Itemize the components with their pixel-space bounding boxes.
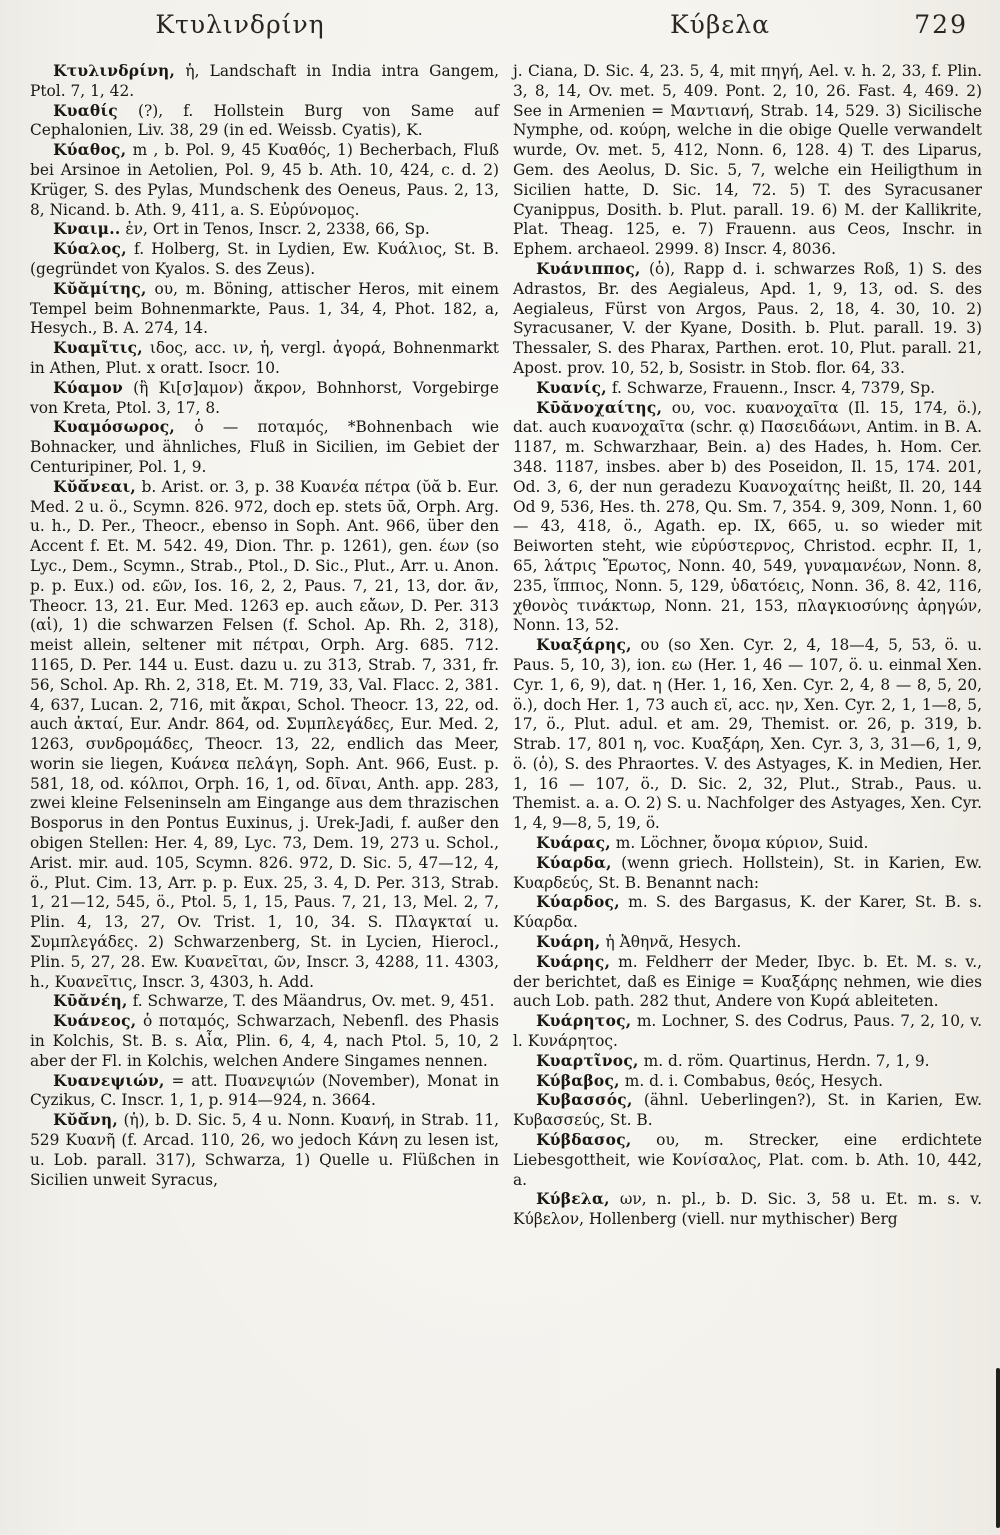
entry-headword: Κυαρτῖνος, [536,1051,639,1070]
dictionary-entry [30,280,499,339]
entry-headword: Κύαλος, [53,240,127,259]
dictionary-entry [513,893,982,933]
entry-headword: Κυάνεος, [53,1012,137,1031]
entry-body: j. Ciana, D. Sic. 4, 23. 5, 4, mit πηγή, Ael. v. h. 2, 33, f. Plin. 3, 8, 14, Ov. met. 5, 409. Pont. 2, 10, 26. Fast. 4, 469. 2) See in Armenien = Μαντιανή, Strab. 14, 529. 3) Sicilische Nymphe, od. κούρη, welche in die obige Quelle verwandelt wurde, Ov. met. 5, 412, Nonn. 6, 128. 4) T. des Liparus, Gem. des Aeolus, D. Sic. 5, 7, welche ein Heiligthum in Sicilien hatte, D. Sic. 14, 72. 5) T. des Syracusaner Cyanippus, Dosith. b. Plut. parall. 19. 6) M. der Kallikrite, Plat. Theag. 125, e. 7) Frauenn. aus Ceos, Inschr. in Ephem. archaeol. 2999. 8) Inscr. 4, 8036. [513,62,982,259]
dictionary-entry [513,1091,982,1131]
entry-headword: Κυάνιππος, [536,259,641,278]
entry-headword: Κυαμῖτις, [53,339,143,358]
entry-headword: Κύαρδα, [536,853,612,872]
dictionary-entry [30,418,499,477]
dictionary-entry [513,1012,982,1052]
entry-body: f. Schwarze, T. des Mäandrus, Ov. met. 9, 451. [127,992,495,1011]
left-column [30,62,499,1230]
entry-body: (ähnl. Ueberlingen?), St. in Karien, Ew. Κυβασσεύς, St. B. [513,1091,982,1130]
entry-body: b. Arist. or. 3, p. 38 Κυανέα πέτρα (ῠᾰ b. Eur. Med. 2 u. ö., Scymn. 826. 972, doch ep. stets ῡᾰ, Orph. Arg. u. h., D. Per., Theocr., ebenso in Soph. Ant. 966, über den Accent f. Et. M. 542. 49, Dion. Thr. p. 1261), gen. έων (so Lyc., Dem., Scymn., Strab., Ptol., D. Sic., Plut., Arr. u. Anon. p. p. Eux.) od. εῶν, Ios. 16, 2, 2, Paus. 7, 21, 13, dor. ᾶν, Theocr. 13, 21. Eur. Med. 1263 ep. auch εἄων, D. Per. 313 (αἱ), 1) die schwarzen Felsen (f. Schol. Ap. Rh. 2, 318), meist allein, seltener mit πέτραι, Orph. Arg. 685. 712. 1165, D. Per. 144 u. Eust. dazu u. zu 313, Strab. 7, 331, fr. 56, Schol. Ap. Rh. 2, 318, Et. M. 719, 33, Val. Flacc. 2, 381. 4, 637, Lucan. 2, 716, mit ἄκραι, Schol. Theocr. 13, 22, od. auch ἀκταί, Eur. Andr. 864, od. Συμπλεγάδες, Eur. Med. 2, 1263, συνδρομάδες, Theocr. 13, 22, endlich das Meer, worin sie liegen, Κυάνεα πελάγη, Soph. Ant. 966, Eust. p. 581, 18, od. κόλποι, Orph. 16, 1, od. δῖναι, Anth. app. 283, zwei kleine Felseninseln am Eingange aus dem thrazischen Bosporus in den Pontus Euxinus, j. Urek-Jadi, f. außer den obigen Stellen: Her. 4, 89, Lyc. 73, Dem. 19, 273 u. Schol., Arist. mir. aud. 105, Scymn. 826. 972, D. Sic. 5, 47—12, 4, ö., Plut. Cim. 13, Arr. p. p. Eux. 25, 3. 4, D. Per. 313, Strab. 1, 21—12, 545, ö., Ptol. 5, 1, 15, Paus. 7, 21, 13, Mel. 2, 7, Plin. 4, 13, 27, Ov. Trist. 1, 10, 34. S. Πλαγκταί u. Συμπλεγάδες. 2) Schwarzenberg, St. in Lycien, Hierocl., Plin. 5, 27, 28. Ew. Κυανεῖται, ῶν, Inscr. 3, 4288, 11. 4303, h., Κυανεῖτις, Inscr. 3, 4303, h. Add. [30,477,499,991]
dictionary-entry [30,379,499,419]
entry-body: f. Holberg, St. in Lydien, Ew. Κυάλιος, St. B. (gegründet von Kyalos. S. des Zeus). [30,240,499,278]
entry-headword: Κύβδασος, [536,1131,632,1150]
entry-body: (ἢ Κι[σ]αμον) ἄκρον, Bohnhorst, Vorgebirge von Kreta, Ptol. 3, 17, 8. [30,378,499,417]
entry-body: (?), f. Hollstein Burg von Same auf Cephalonien, Liv. 38, 29 (in ed. Weissb. Cyatis), K. [30,101,499,140]
entry-body: ων, n. pl., b. D. Sic. 3, 58 u. Et. m. s. v. Κύβελον, Hollenberg (viell. nur mythischer) Berg [513,1190,982,1229]
dictionary-entry [513,933,982,953]
dictionary-entry [513,953,982,1012]
dictionary-entry [513,379,982,399]
running-title-left: Κτυλινδρίνη [155,10,325,39]
entry-headword: Κύαρδος, [536,893,620,912]
dictionary-entry [30,992,499,1012]
entry-body: ὁ ποταμός, Schwarzach, Nebenfl. des Phasis in Kolchis, St. B. s. Αἶα, Plin. 6, 4, 4, nach Ptol. 5, 10, 2 aber der Fl. in Kolchis, welchen Andere Singames nennen. [30,1012,499,1070]
scan-edge-artifact [996,1368,1000,1528]
entry-headword: Κυάρητος, [536,1012,632,1031]
entry-body: ὁ — ποταμός, *Bohnenbach wie Bohnacker, und ähnliches, Fluß in Sicilien, im Gebiet der Centuripiner, Pol. 1, 9. [30,418,499,476]
entry-headword: Κναιμ.. [53,220,121,239]
entry-headword: Κυβασσός, [536,1091,633,1110]
dictionary-entry [513,834,982,854]
entry-body: ου (so Xen. Cyr. 2, 4, 18—4, 5, 53, ö. u. Paus. 5, 10, 3), ion. εω (Her. 1, 46 — 107, ö. u. einmal Xen. Cyr. 1, 6, 9), dat. η (Her. 1, 16, Xen. Cyr. 2, 4, 8 — 8, 5, 20, ö.), doch Her. 1, 73 auch εϊ, acc. ην, Xen. Cyr. 2, 1, 1—8, 5, 17, ö., Plut. adul. et am. 29, Themist. or. 26, p. 319, b. Strab. 17, 801 η, voc. Κυαξάρη, Xen. Cyr. 3, 3, 31—6, 1, 9, ö. (ὁ), S. des Phraortes. V. des Astyages, K. in Medien, Her. 1, 16 — 107, ö., D. Sic. 2, 32, Plut., Strab., Paus. u. Themist. a. a. O. 2) S. u. Nachfolger des Astyages, Xen. Cyr. 1, 4, 9—8, 5, 19, ö. [513,636,982,833]
entry-headword: Κυάρη, [536,933,601,952]
entry-body: m. Feldherr der Meder, Ibyc. b. Et. M. s. v., der berichtet, daß es Einige = Κυαξάρης nehmen, wie dies auch Lob. path. 282 thut, Andere von Κυρά ableiteten. [513,952,982,1011]
dictionary-entry [30,102,499,142]
entry-headword: Κύαμον [53,378,124,397]
entry-headword: Κύβελα, [536,1190,610,1209]
entry-body: ου, voc. κυανοχαῖτα (Il. 15, 174, ö.), dat. auch κυανοχαῖτα (schr. ᾳ) Πασειδάωνι, Antim. in B. A. 1187, m. Schwarzhaar, Bein. a) des Hades, h. Hom. Cer. 348. 1187, insbes. aber b) des Poseidon, Il. 15, 174. 201, Od. 3, 6, der nun geradezu Κυανοχαίτης heißt, Il. 20, 144 Od 9, 536, Hes. th. 278, Qu. Sm. 7, 354. 9, 309, Nonn. 1, 60 — 43, 418, ö., Agath. ep. IX, 665, u. so wieder mit Beiworten steht, wie εὐρύστερνος, Christod. ecphr. II, 1, 65, λάτρις Ἔρωτος, Nonn. 40, 549, γυναμανέων, Nonn. 8, 235, ἵππιος, Nonn. 5, 129, ὑδατόεις, Nonn. 36, 8. 42, 116, χθονὸς τινάκτωρ, Nonn. 21, 153, πλαγκιοσύνης ἀρηγών, Nonn. 13, 52. [513,398,982,635]
entry-headword: Κύβαβος, [536,1071,620,1090]
dictionary-entry [513,854,982,894]
entry-headword: Κῠᾰμίτης, [53,279,147,298]
entry-body: ἐν, Ort in Tenos, Inscr. 2, 2338, 66, Sp. [120,220,430,239]
dictionary-entry [30,1111,499,1190]
dictionary-entry [513,1072,982,1092]
entry-headword: Κυανεψιών, [53,1071,165,1090]
entry-body: (wenn griech. Hollstein), St. in Karien, Ew. Κυαρδεύς, St. B. Benannt nach: [513,853,982,892]
entry-body: ιδος, acc. ιν, ἡ, vergl. ἀγορά, Bohnenmarkt in Athen, Plut. x oratt. Isocr. 10. [30,339,499,377]
entry-headword: Κυάρας, [536,834,611,853]
dictionary-entry [30,141,499,220]
entry-headword: Κυάρης, [536,952,611,971]
running-title-right: Κύβελα [669,10,770,39]
entry-body: f. Schwarze, Frauenn., Inscr. 4, 7379, Sp. [606,378,936,397]
dictionary-entry [513,260,982,379]
entry-headword: Κῡᾰνοχαίτης, [536,398,663,417]
entry-headword: Κυαθίς [53,101,118,120]
entry-body: (ἡ), b. D. Sic. 5, 4 u. Nonn. Κυανή, in Strab. 11, 529 Κυανῆ (f. Arcad. 110, 26, wo jedoch Κάνη zu lesen ist, u. Lob. parall. 317), Schwarza, 1) Quelle u. Flüßchen in Sicilien unweit Syracus, [30,1111,499,1189]
entry-body: (ὁ), Rapp d. i. schwarzes Roß, 1) S. des Adrastos, Br. des Aegialeus, Apd. 1, 9, 13, od. S. des Aegialeus, Fürst von Argos, Paus. 2, 18, 4. 30, 10. 2) Syracusaner, V. der Kyane, Dosith. b. Plut. parall. 19. 3) Thessaler, S. des Pharax, Parthen. erot. 10, Plut. parall. 21, Apost. prov. 10, 52, b, Sosistr. in Stob. flor. 64, 33. [513,259,982,377]
dictionary-entry [30,220,499,240]
entry-body: m. Lochner, S. des Codrus, Paus. 7, 2, 10, v. l. Κυνάρητος. [513,1012,982,1051]
dictionary-entry [30,478,499,993]
entry-body: ου, m. Strecker, eine erdichtete Liebesgottheit, wie Κονίσαλος, Plat. com. b. Ath. 10, 442, a. [513,1131,982,1189]
dictionary-entry [513,1052,982,1072]
page-number: 729 [914,10,968,39]
entry-body: ἡ Ἀθηνᾶ, Hesych. [600,933,742,952]
entry-headword: Κῡᾰνέη, [53,992,128,1011]
dictionary-entry [30,1012,499,1071]
text-columns [30,62,982,1230]
entry-headword: Κυαξάρης, [536,636,632,655]
entry-body: ου, m. Böning, attischer Heros, mit einem Tempel beim Bohnenmarkte, Paus. 1, 34, 4, Phot. 182, a, Hesych., B. A. 274, 14. [30,279,499,338]
entry-headword: Κυαμόσωρος, [53,418,176,437]
dictionary-entry [30,339,499,379]
dictionary-entry [513,399,982,637]
dictionary-entry [30,240,499,280]
entry-headword: Κῠᾰ́νη, [53,1111,119,1130]
entry-body: m. d. röm. Quartinus, Herdn. 7, 1, 9. [638,1051,930,1070]
entry-headword: Κτυλινδρίνη, [53,62,176,80]
dictionary-entry [513,62,982,260]
dictionary-entry [513,1131,982,1190]
entry-headword: Κύαθος, [53,141,127,160]
dictionary-entry [30,62,499,102]
right-column [513,62,982,1230]
dictionary-entry [513,1190,982,1230]
entry-body: m. Löchner, ὄνομα κύριον, Suid. [610,834,869,853]
entry-body: m. S. des Bargasus, K. der Karer, St. B. s. Κύαρδα. [513,893,982,932]
dictionary-entry [513,636,982,834]
entry-body: m. d. i. Combabus, θεός, Hesych. [619,1071,884,1090]
running-head [0,10,1000,52]
entry-body: m , b. Pol. 9, 45 Κυαθός, 1) Becherbach, Fluß bei Arsinoe in Aetolien, Pol. 9, 45 b. Ath. 10, 424, c. d. 2) Krüger, S. des Pylas, Mundschenk des Oeneus, Paus. 2, 13, 8, Nicand. b. Ath. 9, 411, a. S. Εὐρύνομος. [30,141,499,219]
entry-body: = att. Πυανεψιών (November), Monat in Cyzikus, C. Inscr. 1, 1, p. 914—924, n. 3664. [30,1071,499,1110]
dictionary-entry [30,1072,499,1112]
entry-headword: Κυανίς, [536,378,607,397]
entry-headword: Κῠᾰ́νεαι, [53,477,137,496]
entry-body: ἡ, Landschaft in India intra Gangem, Ptol. 7, 1, 42. [30,62,499,100]
